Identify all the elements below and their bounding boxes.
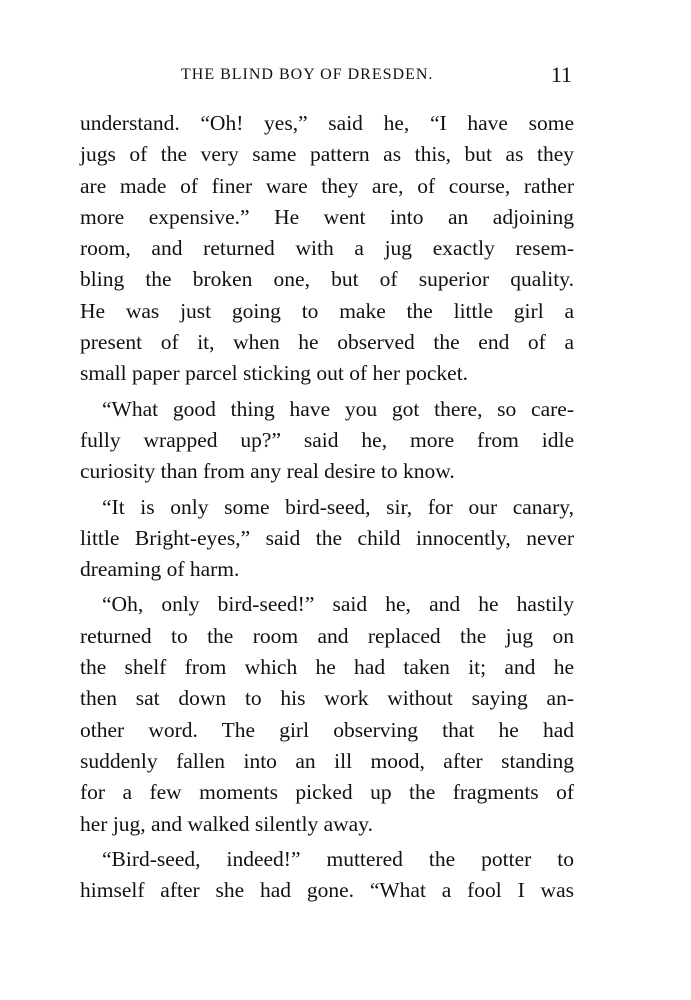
- text-line: bling the broken one, but of superior quality.: [80, 267, 574, 292]
- paragraph: [80, 108, 574, 390]
- page-number: 11: [550, 62, 572, 87]
- paragraph: [80, 844, 574, 907]
- text-line: fully wrapped up?” said he, more from idle: [80, 427, 574, 452]
- text-line: jugs of the very same pattern as this, but as they: [80, 142, 574, 167]
- text-line: for a few moments picked up the fragments of: [80, 780, 574, 805]
- text-line: understand. “Oh! yes,” said he, “I have some: [80, 111, 574, 135]
- page-header: [80, 62, 574, 92]
- text-line: He was just going to make the little girl a: [80, 298, 574, 323]
- paragraph: [80, 394, 574, 488]
- text-line: the shelf from which he had taken it; and he: [80, 655, 574, 680]
- text-line: her jug, and walked silently away.: [80, 811, 373, 836]
- text-line: present of it, when he observed the end of a: [80, 330, 574, 355]
- text-line: room, and returned with a jug exactly resem-: [80, 236, 574, 261]
- text-line: small paper parcel sticking out of her pocket.: [80, 361, 469, 386]
- text-line: are made of finer ware they are, of course, rather: [80, 173, 574, 198]
- text-line: dreaming of harm.: [80, 557, 240, 582]
- text-line: other word. The girl observing that he had: [80, 717, 574, 742]
- text-line: “Bird-seed, indeed!” muttered the potter to: [102, 846, 574, 871]
- text-line: “It is only some bird-seed, sir, for our canary,: [102, 494, 574, 519]
- text-line: then sat down to his work without saying an-: [80, 686, 574, 711]
- text-line: “Oh, only bird-seed!” said he, and he hastily: [102, 592, 574, 617]
- paragraph: [80, 589, 574, 839]
- text-line: curiosity than from any real desire to know.: [80, 459, 455, 484]
- text-line: more expensive.” He went into an adjoining: [80, 204, 574, 229]
- running-head: THE BLIND BOY OF DRESDEN.: [181, 66, 434, 83]
- body-text: [80, 108, 574, 906]
- text-line: “What good thing have you got there, so care-: [102, 396, 574, 421]
- paragraph: [80, 492, 574, 586]
- text-line: returned to the room and replaced the jug on: [80, 623, 574, 648]
- text-line: suddenly fallen into an ill mood, after standing: [80, 748, 574, 773]
- text-line: little Bright-eyes,” said the child innocently, never: [80, 525, 574, 550]
- text-line: himself after she had gone. “What a fool I was: [80, 878, 574, 903]
